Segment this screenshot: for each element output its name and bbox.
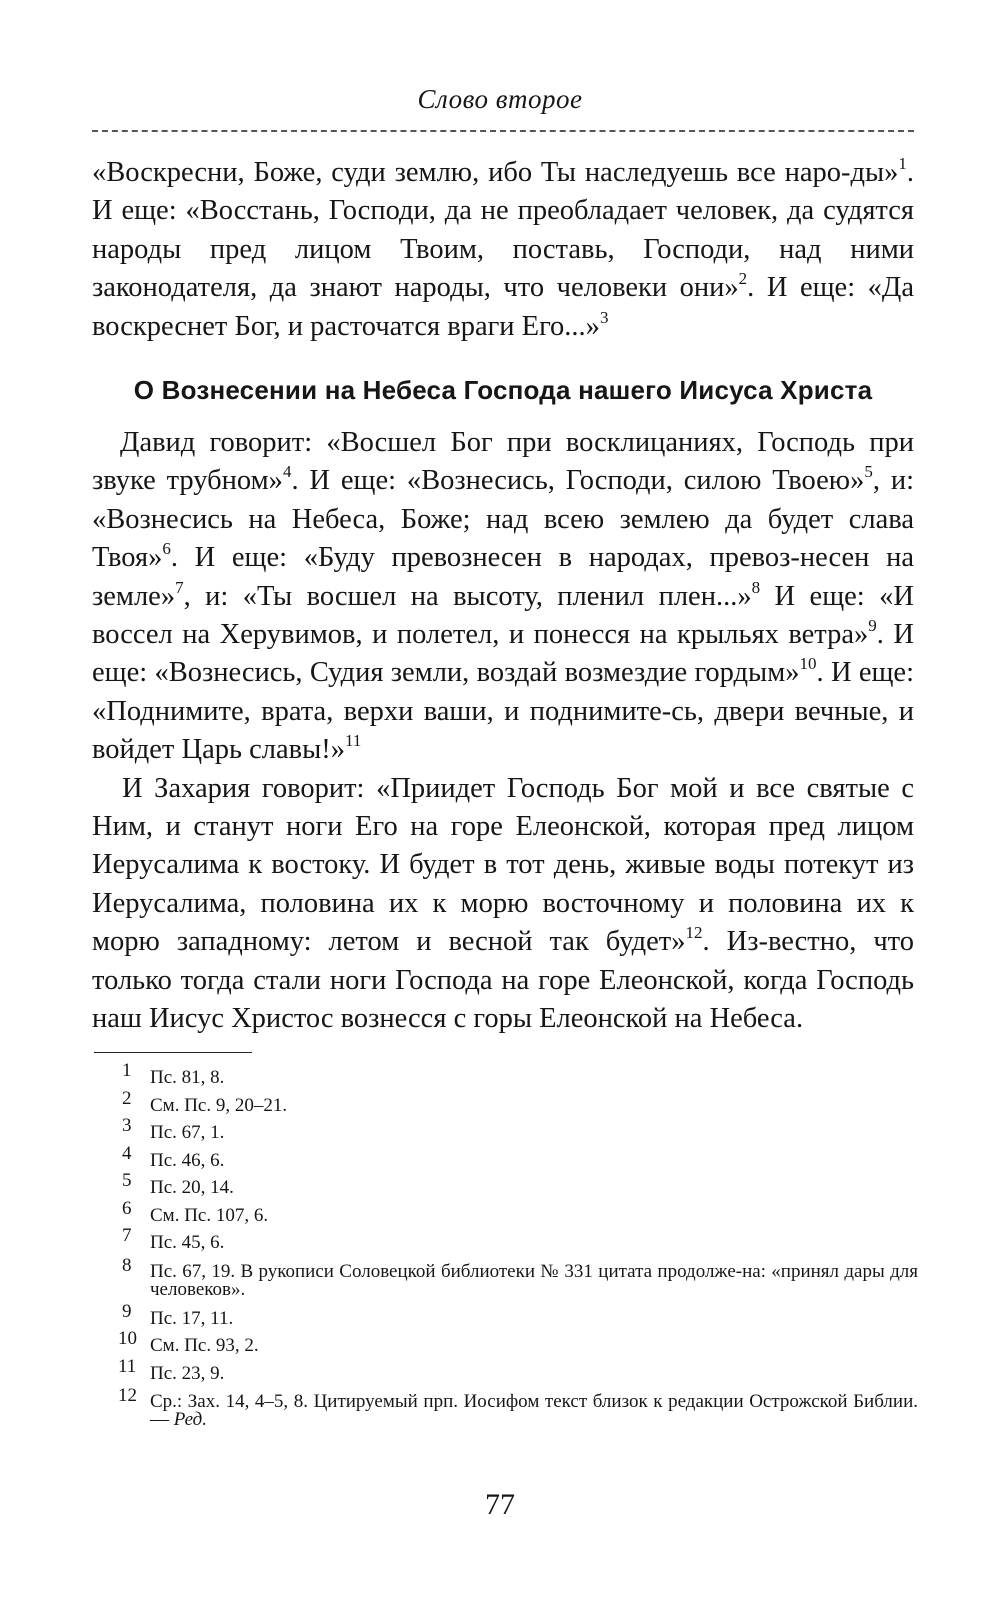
footnote-text: Пс. 81, 8. (150, 1067, 225, 1088)
footnote-text: Пс. 45, 6. (150, 1232, 225, 1253)
footnote-ref-6[interactable]: 6 (162, 539, 171, 559)
page-number: 77 (485, 1488, 515, 1521)
footnote-number: 10 (118, 1328, 137, 1349)
footnote-rule (94, 1052, 252, 1053)
footnote-number: 7 (122, 1225, 132, 1246)
footnote-text: Пс. 20, 14. (150, 1177, 234, 1198)
text-run: . Из-вестно, что только тогда стали ноги Господа на горе Елеонской, когда Господь наш Иисус Христос вознесся с горы Елеонской на Небеса. (92, 926, 914, 1035)
footnote-number: 3 (122, 1115, 132, 1136)
header-rule (92, 130, 914, 132)
text-run: . И еще: «Да воскреснет Бог, и расточатся враги Его...» (92, 272, 914, 342)
footnote-8 (118, 1254, 918, 1305)
footnote-text: Ср.: Зах. 14, 4–5, 8. Цитируемый прп. Иосифом текст близок к редакции Острожской Библии.— (150, 1391, 918, 1430)
footnote-ref-3[interactable]: 3 (599, 307, 609, 327)
body-text (92, 424, 914, 1039)
footnote-number: 1 (122, 1060, 132, 1081)
footnote-ref-10[interactable]: 10 (799, 654, 817, 674)
footnote-6 (118, 1197, 918, 1230)
footnote-1 (118, 1060, 918, 1092)
running-head: Слово второе (417, 84, 583, 114)
footnote-ref-8[interactable]: 8 (751, 577, 761, 597)
footnote-4 (118, 1142, 918, 1175)
intro-paragraph (92, 154, 914, 346)
footnote-text: См. Пс. 9, 20–21. (150, 1094, 288, 1116)
intro-text (92, 154, 914, 346)
footnote-text: Пс. 23, 9. (150, 1362, 225, 1384)
footnote-3 (118, 1115, 918, 1147)
footnote-text: Пс. 67, 1. (150, 1122, 225, 1143)
footnote-12 (118, 1387, 918, 1435)
footnote-number: 5 (122, 1170, 132, 1191)
footnote-5 (118, 1170, 918, 1202)
text-run: . И еще: «Поднимите, врата, верхи ваши, и поднимите-сь, двери вечные, и войдет Царь славы!» (92, 657, 914, 766)
footnote-ref-4[interactable]: 4 (282, 462, 292, 482)
section-heading: О Вознесении на Небеса Господа нашего Иисуса Христа (133, 375, 873, 405)
footnote-text: Пс. 67, 19. В рукописи Соловецкой библиотеки № 331 цитата продолже-на: «принял дары для человеков». (150, 1260, 918, 1300)
footnote-text: См. Пс. 93, 2. (150, 1335, 259, 1356)
text-run: . И еще: «Восстань, Господи, да не преобладает человек, да судятся народы пред лицом Твоим, поставь, Господи, над ними законодателя, да знают народы, что человеки они» (92, 157, 914, 304)
footnote-number: 6 (122, 1197, 132, 1219)
text-run: . И еще: «Вознесись, Судия земли, воздай возмездие гордым» (92, 619, 914, 689)
footnote-number: 2 (122, 1087, 132, 1109)
footnote-number: 8 (122, 1254, 132, 1276)
text-run: , и: «Вознесись на Небеса, Боже; над всею землею да будет слава Твоя» (92, 465, 914, 574)
text-run: , и: «Ты восшел на высоту, пленил плен...» (183, 580, 752, 612)
footnote-text: См. Пс. 107, 6. (150, 1204, 269, 1226)
footnote-7 (118, 1225, 918, 1257)
footnote-2 (118, 1087, 918, 1120)
text-run: Давид говорит: «Восшел Бог при восклицаниях, Господь при звуке трубном» (92, 427, 914, 497)
footnote-text: Пс. 46, 6. (150, 1149, 225, 1171)
footnote-number: 4 (122, 1142, 132, 1164)
footnote-ref-9[interactable]: 9 (868, 616, 877, 636)
text-run: . И еще: «Вознесись, Господи, силою Твоею» (291, 465, 865, 497)
text-run: . И еще: «Буду превознесен в народах, превоз-несен на земле» (92, 542, 914, 612)
footnote-ref-2[interactable]: 2 (738, 269, 748, 289)
footnote-11 (118, 1355, 918, 1388)
footnote-number: 11 (118, 1355, 137, 1377)
footnote-9 (118, 1300, 918, 1333)
footnote-10 (118, 1328, 918, 1360)
paragraph-zechariah (92, 770, 914, 1039)
footnote-ref-11[interactable]: 11 (344, 731, 362, 751)
footnote-ref-12[interactable]: 12 (685, 923, 703, 943)
text-run: И Захария говорит: «Приидет Господь Бог мой и все святые с Ним, и станут ноги Его на горе Елеонской, которая пред лицом Иерусалима к востоку. И будет в тот день, живые воды потекут из Иерусалима, половина их к морю восточному и половина их к морю западному: летом и весной так будет» (92, 772, 914, 958)
footnote-number: 9 (122, 1300, 132, 1322)
text-run: «Воскресни, Боже, суди землю, ибо Ты наследуешь все наро-ды» (92, 157, 899, 188)
paragraph-david (92, 424, 914, 770)
footnote-ref-5[interactable]: 5 (864, 462, 873, 482)
editor-mark: Ред. (173, 1409, 207, 1430)
text-run: И еще: «И воссел на Херувимов, и полетел, и понесся на крыльях ветра» (92, 580, 915, 651)
footnote-ref-7[interactable]: 7 (175, 577, 184, 597)
footnote-text: Пс. 17, 11. (150, 1307, 234, 1329)
footnote-ref-1[interactable]: 1 (898, 154, 907, 173)
footnotes (118, 1060, 918, 1435)
footnote-number: 12 (118, 1385, 137, 1406)
